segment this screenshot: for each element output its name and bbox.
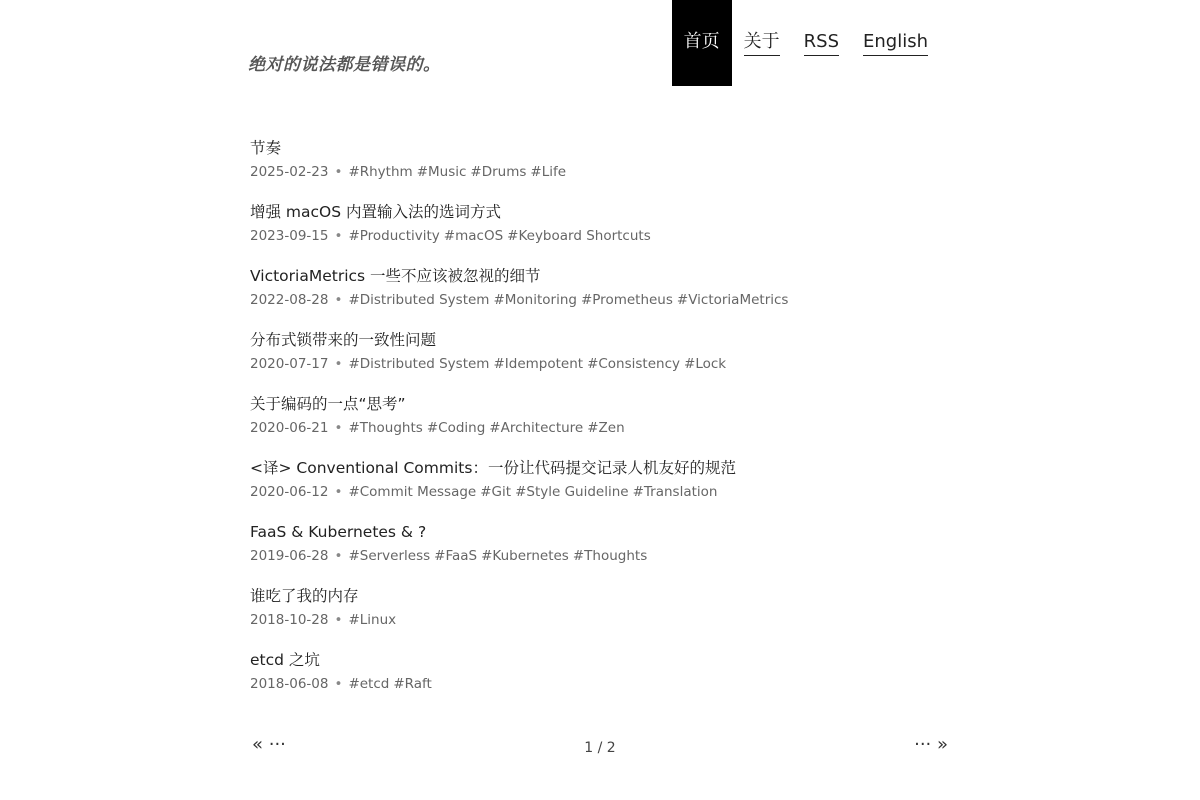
post-tag-link[interactable]: #Distributed System — [348, 292, 490, 308]
post-tag-link[interactable]: #etcd — [348, 676, 390, 692]
main-nav — [672, 0, 940, 86]
post-tag-link[interactable]: #Consistency — [587, 356, 681, 372]
post-meta — [250, 546, 950, 566]
post-meta — [250, 674, 950, 694]
post-date: 2025-02-23 — [250, 164, 329, 180]
nav-item-label: 关于 — [744, 31, 780, 56]
post-item — [250, 584, 950, 648]
post-title-link[interactable]: 节奏 — [250, 139, 282, 157]
post-tag-link[interactable]: #VictoriaMetrics — [676, 292, 789, 308]
post-tag-link[interactable]: #FaaS — [434, 548, 478, 564]
post-meta — [250, 418, 950, 438]
meta-separator: • — [334, 612, 343, 628]
post-tag-link[interactable]: #Kubernetes — [481, 548, 569, 564]
post-item — [250, 520, 950, 584]
post-meta — [250, 162, 950, 182]
next-page-button[interactable]: ··· » — [914, 734, 948, 755]
post-title-link[interactable]: <译> Conventional Commits：一份让代码提交记录人机友好的规范 — [250, 459, 736, 477]
post-meta — [250, 354, 950, 374]
nav-item-about[interactable] — [732, 0, 792, 86]
post-tag-link[interactable]: #Raft — [393, 676, 432, 692]
nav-item-english[interactable] — [851, 0, 940, 86]
post-date: 2020-07-17 — [250, 356, 329, 372]
post-date: 2018-10-28 — [250, 612, 329, 628]
site-title[interactable]: 绝对的说法都是错误的。 — [248, 55, 441, 75]
post-tag-link[interactable]: #Serverless — [348, 548, 431, 564]
post-date: 2020-06-21 — [250, 420, 329, 436]
nav-item-label: 首页 — [683, 31, 720, 52]
post-item — [250, 392, 950, 456]
post-title-link[interactable]: 分布式锁带来的一致性问题 — [250, 331, 437, 349]
post-tag-link[interactable]: #Life — [530, 164, 567, 180]
post-tag-link[interactable]: #Productivity — [348, 228, 440, 244]
post-tag-link[interactable]: #Distributed System — [348, 356, 490, 372]
post-tag-link[interactable]: #Commit Message — [348, 484, 477, 500]
post-date: 2018-06-08 — [250, 676, 329, 692]
post-title-link[interactable]: VictoriaMetrics 一些不应该被忽视的细节 — [250, 267, 541, 285]
post-tag-link[interactable]: #Translation — [632, 484, 718, 500]
post-date: 2020-06-12 — [250, 484, 329, 500]
post-meta — [250, 226, 950, 246]
meta-separator: • — [334, 356, 343, 372]
post-date: 2023-09-15 — [250, 228, 329, 244]
post-meta — [250, 610, 950, 630]
post-item — [250, 456, 950, 520]
meta-separator: • — [334, 164, 343, 180]
post-tag-link[interactable]: #Lock — [684, 356, 727, 372]
post-date: 2019-06-28 — [250, 548, 329, 564]
post-item — [250, 264, 950, 328]
post-tag-link[interactable]: #Music — [416, 164, 467, 180]
post-date: 2022-08-28 — [250, 292, 329, 308]
post-tag-link[interactable]: #Coding — [426, 420, 486, 436]
post-title-link[interactable]: 关于编码的一点“思考” — [250, 395, 406, 413]
nav-item-rss[interactable] — [792, 0, 851, 86]
post-title-link[interactable]: 谁吃了我的内存 — [250, 587, 359, 605]
page-indicator: 1 / 2 — [584, 740, 616, 756]
post-meta — [250, 290, 950, 310]
prev-page-button[interactable]: « ··· — [252, 734, 286, 755]
meta-separator: • — [334, 228, 343, 244]
pagination — [250, 732, 950, 766]
meta-separator: • — [334, 484, 343, 500]
post-title-link[interactable]: etcd 之坑 — [250, 651, 320, 669]
post-tag-link[interactable]: #Keyboard Shortcuts — [507, 228, 651, 244]
post-tag-link[interactable]: #Thoughts — [348, 420, 423, 436]
post-title-link[interactable]: 增强 macOS 内置输入法的选词方式 — [250, 203, 502, 221]
meta-separator: • — [334, 676, 343, 692]
post-tag-link[interactable]: #Architecture — [489, 420, 584, 436]
meta-separator: • — [334, 292, 343, 308]
post-tag-link[interactable]: #Zen — [587, 420, 625, 436]
post-tag-link[interactable]: #Linux — [348, 612, 397, 628]
post-item — [250, 648, 950, 712]
post-tag-link[interactable]: #Monitoring — [493, 292, 577, 308]
post-tag-link[interactable]: #Style Guideline — [515, 484, 629, 500]
post-tag-link[interactable]: #macOS — [443, 228, 504, 244]
nav-item-home[interactable] — [672, 0, 732, 86]
post-list — [250, 136, 950, 712]
post-meta — [250, 482, 950, 502]
post-item — [250, 200, 950, 264]
meta-separator: • — [334, 420, 343, 436]
post-tag-link[interactable]: #Idempotent — [493, 356, 584, 372]
post-item — [250, 328, 950, 392]
post-tag-link[interactable]: #Prometheus — [580, 292, 673, 308]
meta-separator: • — [334, 548, 343, 564]
post-title-link[interactable]: FaaS & Kubernetes & ? — [250, 523, 427, 541]
post-item — [250, 136, 950, 200]
nav-item-label: RSS — [804, 31, 839, 56]
post-tag-link[interactable]: #Rhythm — [348, 164, 413, 180]
post-tag-link[interactable]: #Thoughts — [572, 548, 648, 564]
nav-item-label: English — [863, 31, 928, 56]
post-tag-link[interactable]: #Drums — [470, 164, 527, 180]
post-tag-link[interactable]: #Git — [480, 484, 512, 500]
